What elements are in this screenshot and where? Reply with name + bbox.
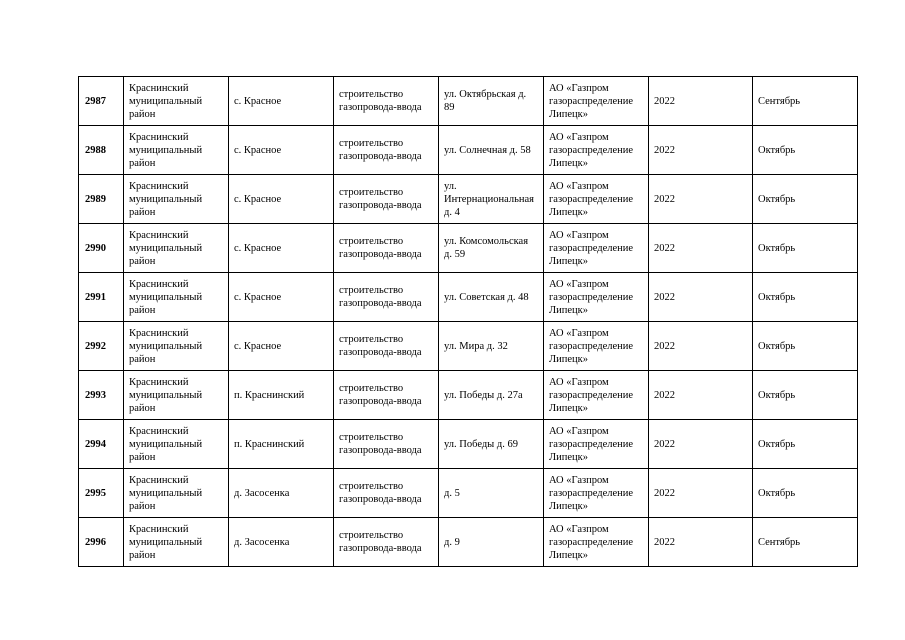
work-type-cell: строительство газопровода-ввода (334, 420, 439, 469)
locality-cell: с. Красное (229, 126, 334, 175)
row-number: 2987 (79, 77, 124, 126)
month-cell: Сентябрь (753, 77, 858, 126)
table-row (79, 420, 858, 469)
year-cell: 2022 (649, 77, 753, 126)
table-row (79, 273, 858, 322)
locality-cell: с. Красное (229, 273, 334, 322)
locality-cell: с. Красное (229, 77, 334, 126)
table-row (79, 371, 858, 420)
address-cell: д. 9 (439, 518, 544, 567)
row-number: 2994 (79, 420, 124, 469)
year-cell: 2022 (649, 273, 753, 322)
district-cell: Краснинский муниципальный район (124, 224, 229, 273)
row-number: 2995 (79, 469, 124, 518)
month-cell: Октябрь (753, 273, 858, 322)
locality-cell: д. Засосенка (229, 469, 334, 518)
work-type-cell: строительство газопровода-ввода (334, 224, 439, 273)
organization-cell: АО «Газпром газораспределение Липецк» (544, 420, 649, 469)
year-cell: 2022 (649, 126, 753, 175)
month-cell: Сентябрь (753, 518, 858, 567)
table-row (79, 126, 858, 175)
locality-cell: с. Красное (229, 322, 334, 371)
organization-cell: АО «Газпром газораспределение Липецк» (544, 469, 649, 518)
address-cell: ул. Победы д. 27а (439, 371, 544, 420)
work-type-cell: строительство газопровода-ввода (334, 175, 439, 224)
year-cell: 2022 (649, 371, 753, 420)
locality-cell: п. Краснинский (229, 371, 334, 420)
table-row (79, 469, 858, 518)
organization-cell: АО «Газпром газораспределение Липецк» (544, 126, 649, 175)
month-cell: Октябрь (753, 175, 858, 224)
work-type-cell: строительство газопровода-ввода (334, 322, 439, 371)
row-number: 2992 (79, 322, 124, 371)
work-type-cell: строительство газопровода-ввода (334, 77, 439, 126)
row-number: 2989 (79, 175, 124, 224)
locality-cell: с. Красное (229, 175, 334, 224)
address-cell: ул. Комсомольская д. 59 (439, 224, 544, 273)
month-cell: Октябрь (753, 224, 858, 273)
address-cell: ул. Интернациональная д. 4 (439, 175, 544, 224)
organization-cell: АО «Газпром газораспределение Липецк» (544, 224, 649, 273)
month-cell: Октябрь (753, 371, 858, 420)
district-cell: Краснинский муниципальный район (124, 273, 229, 322)
organization-cell: АО «Газпром газораспределение Липецк» (544, 518, 649, 567)
work-type-cell: строительство газопровода-ввода (334, 469, 439, 518)
locality-cell: п. Краснинский (229, 420, 334, 469)
month-cell: Октябрь (753, 126, 858, 175)
row-number: 2988 (79, 126, 124, 175)
row-number: 2990 (79, 224, 124, 273)
month-cell: Октябрь (753, 420, 858, 469)
organization-cell: АО «Газпром газораспределение Липецк» (544, 371, 649, 420)
address-cell: ул. Октябрьская д. 89 (439, 77, 544, 126)
gasification-table (78, 76, 858, 567)
year-cell: 2022 (649, 224, 753, 273)
work-type-cell: строительство газопровода-ввода (334, 126, 439, 175)
year-cell: 2022 (649, 175, 753, 224)
organization-cell: АО «Газпром газораспределение Липецк» (544, 77, 649, 126)
row-number: 2991 (79, 273, 124, 322)
address-cell: ул. Советская д. 48 (439, 273, 544, 322)
row-number: 2996 (79, 518, 124, 567)
address-cell: ул. Солнечная д. 58 (439, 126, 544, 175)
locality-cell: д. Засосенка (229, 518, 334, 567)
row-number: 2993 (79, 371, 124, 420)
district-cell: Краснинский муниципальный район (124, 175, 229, 224)
locality-cell: с. Красное (229, 224, 334, 273)
district-cell: Краснинский муниципальный район (124, 322, 229, 371)
organization-cell: АО «Газпром газораспределение Липецк» (544, 273, 649, 322)
table-row (79, 77, 858, 126)
table-row (79, 175, 858, 224)
organization-cell: АО «Газпром газораспределение Липецк» (544, 322, 649, 371)
year-cell: 2022 (649, 469, 753, 518)
address-cell: д. 5 (439, 469, 544, 518)
district-cell: Краснинский муниципальный район (124, 77, 229, 126)
month-cell: Октябрь (753, 322, 858, 371)
district-cell: Краснинский муниципальный район (124, 469, 229, 518)
district-cell: Краснинский муниципальный район (124, 371, 229, 420)
work-type-cell: строительство газопровода-ввода (334, 273, 439, 322)
work-type-cell: строительство газопровода-ввода (334, 371, 439, 420)
year-cell: 2022 (649, 420, 753, 469)
address-cell: ул. Победы д. 69 (439, 420, 544, 469)
table-row (79, 224, 858, 273)
month-cell: Октябрь (753, 469, 858, 518)
address-cell: ул. Мира д. 32 (439, 322, 544, 371)
organization-cell: АО «Газпром газораспределение Липецк» (544, 175, 649, 224)
year-cell: 2022 (649, 518, 753, 567)
work-type-cell: строительство газопровода-ввода (334, 518, 439, 567)
district-cell: Краснинский муниципальный район (124, 518, 229, 567)
table-row (79, 518, 858, 567)
year-cell: 2022 (649, 322, 753, 371)
table-row (79, 322, 858, 371)
district-cell: Краснинский муниципальный район (124, 420, 229, 469)
district-cell: Краснинский муниципальный район (124, 126, 229, 175)
